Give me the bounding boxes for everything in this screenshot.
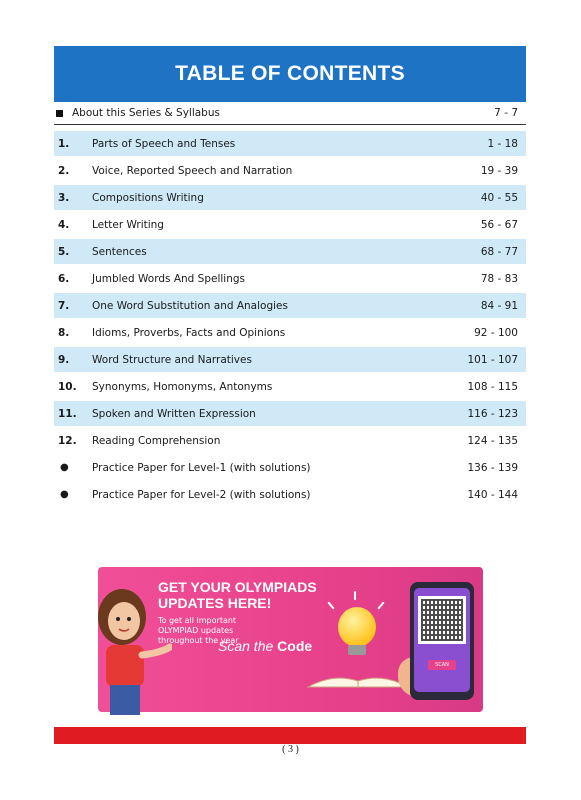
toc-number: 3.: [58, 191, 70, 204]
toc-number: 7.: [58, 299, 70, 312]
toc-row[interactable]: [54, 131, 526, 156]
toc-row[interactable]: [54, 455, 526, 480]
toc-header: [54, 46, 526, 102]
phone-icon: [410, 582, 474, 700]
light-ray-icon: [354, 591, 356, 600]
toc-number: 6.: [58, 272, 70, 285]
toc-pages: 116 - 123: [467, 407, 518, 420]
light-bulb-icon: [338, 607, 376, 647]
toc-title: One Word Substitution and Analogies: [92, 299, 288, 312]
toc-title: Idioms, Proverbs, Facts and Opinions: [92, 326, 286, 339]
banner-headline-line-1: GET YOUR OLYMPIADS: [158, 579, 317, 595]
toc-row[interactable]: [54, 239, 526, 264]
toc-row[interactable]: [54, 482, 526, 507]
scan-button[interactable]: SCAN: [428, 660, 456, 670]
toc-row[interactable]: [54, 374, 526, 399]
toc-row[interactable]: [54, 401, 526, 426]
bullet-icon: ●: [60, 489, 69, 500]
toc-pages: 140 - 144: [467, 488, 518, 501]
page-number: ( 3 ): [282, 744, 299, 755]
toc-row[interactable]: [54, 320, 526, 345]
scan-text: Scan the: [218, 638, 278, 654]
square-bullet-icon: [56, 110, 63, 117]
toc-list: [54, 131, 526, 509]
open-book-icon: [303, 667, 413, 689]
toc-title: Spoken and Written Expression: [92, 407, 256, 420]
toc-number: 12.: [58, 434, 77, 447]
toc-row[interactable]: [54, 347, 526, 372]
light-ray-icon: [377, 601, 384, 609]
about-row[interactable]: [54, 102, 526, 124]
light-ray-icon: [327, 601, 334, 609]
toc-title: Parts of Speech and Tenses: [92, 137, 236, 150]
toc-number: 1.: [58, 137, 70, 150]
toc-number: 5.: [58, 245, 70, 258]
bullet-icon: ●: [60, 462, 69, 473]
toc-row[interactable]: [54, 185, 526, 210]
toc-pages: 56 - 67: [480, 218, 518, 231]
toc-number: 9.: [58, 353, 70, 366]
divider: [54, 124, 526, 125]
toc-pages: 1 - 18: [487, 137, 518, 150]
toc-title: Letter Writing: [92, 218, 164, 231]
toc-pages: 78 - 83: [480, 272, 518, 285]
phone-screen: [414, 588, 470, 692]
toc-row[interactable]: [54, 428, 526, 453]
toc-pages: 19 - 39: [480, 164, 518, 177]
toc-number: 11.: [58, 407, 77, 420]
toc-title: Reading Comprehension: [92, 434, 221, 447]
toc-pages: 92 - 100: [474, 326, 518, 339]
toc-pages: 108 - 115: [467, 380, 518, 393]
banner-headline: [158, 579, 317, 611]
toc-title: Synonyms, Homonyms, Antonyms: [92, 380, 273, 393]
girl-illustration-icon: [92, 585, 172, 715]
bulb-base-icon: [348, 645, 366, 655]
toc-pages: 84 - 91: [480, 299, 518, 312]
toc-title: Compositions Writing: [92, 191, 204, 204]
toc-pages: 136 - 139: [467, 461, 518, 474]
about-pages: 7 - 7: [494, 107, 518, 119]
toc-row[interactable]: [54, 293, 526, 318]
scan-the-code-text: [218, 638, 312, 654]
toc-row[interactable]: [54, 158, 526, 183]
toc-number: 10.: [58, 380, 77, 393]
banner-headline-line-2: UPDATES HERE!: [158, 595, 272, 611]
toc-title: Sentences: [92, 245, 147, 258]
toc-title: Practice Paper for Level-2 (with solutions): [92, 488, 311, 501]
about-title: About this Series & Syllabus: [72, 107, 220, 119]
toc-number: 8.: [58, 326, 70, 339]
toc-title: Voice, Reported Speech and Narration: [92, 164, 293, 177]
toc-number: 4.: [58, 218, 70, 231]
toc-title: Word Structure and Narratives: [92, 353, 252, 366]
toc-pages: 68 - 77: [480, 245, 518, 258]
toc-title: Jumbled Words And Spellings: [92, 272, 245, 285]
page-title: TABLE OF CONTENTS: [175, 62, 405, 85]
toc-pages: 124 - 135: [467, 434, 518, 447]
banner-subtext: To get all important OLYMPIAD updates throughout the year: [158, 616, 239, 645]
qr-code-icon[interactable]: [418, 596, 466, 644]
toc-title: Practice Paper for Level-1 (with solutions): [92, 461, 311, 474]
toc-pages: 101 - 107: [467, 353, 518, 366]
toc-number: 2.: [58, 164, 70, 177]
toc-row[interactable]: [54, 212, 526, 237]
footer-bar: [54, 727, 526, 744]
toc-pages: 40 - 55: [480, 191, 518, 204]
toc-row[interactable]: [54, 266, 526, 291]
code-text: Code: [277, 638, 313, 654]
